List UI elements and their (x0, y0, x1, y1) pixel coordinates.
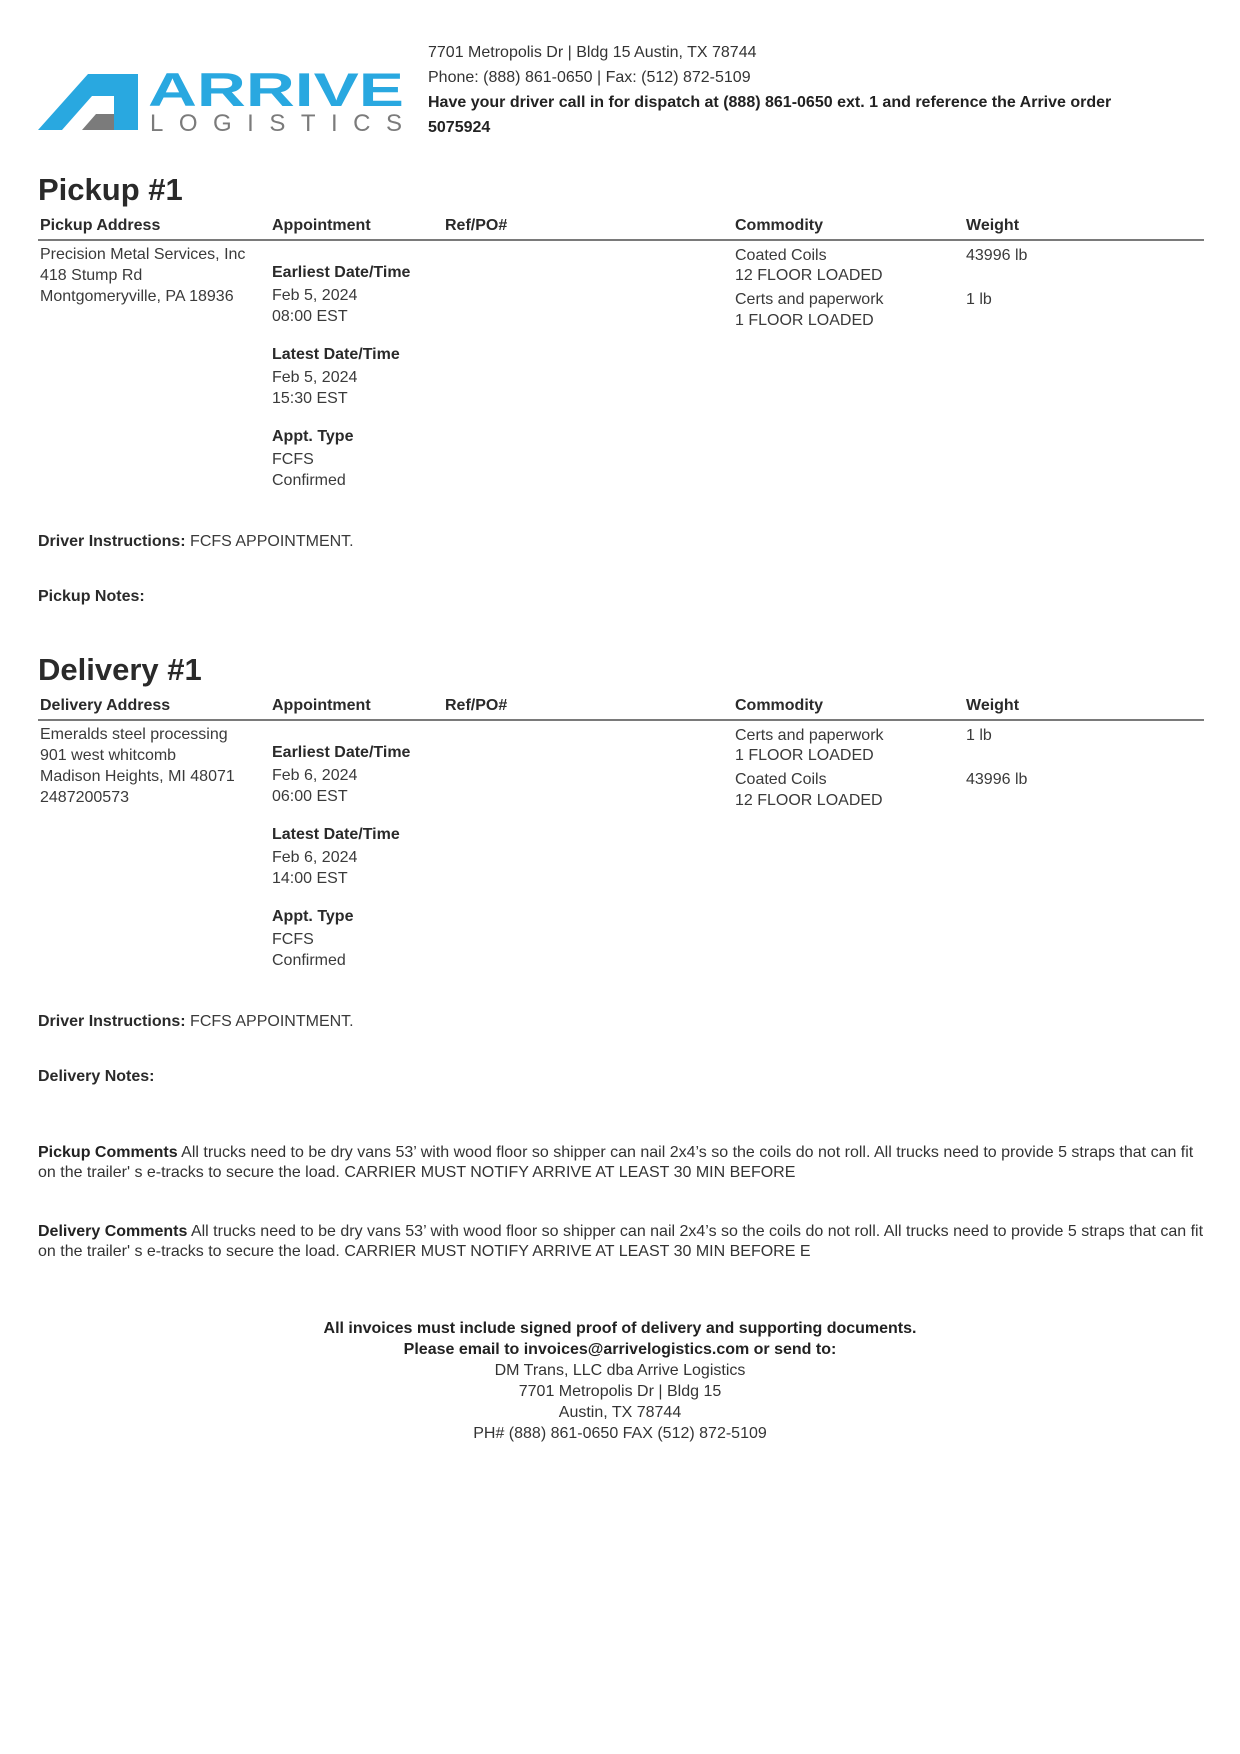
logo-mark-gray (82, 114, 114, 130)
delivery-appt-type-label: Appt. Type (272, 908, 354, 925)
logo-wordmark-top: ARRIVE (148, 68, 404, 116)
pickup-notes-label: Pickup Notes: (38, 588, 145, 605)
pickup-driver-instructions-label: Driver Instructions: (38, 533, 186, 550)
delivery-header-rule (38, 719, 1204, 721)
delivery-commodity-detail: 12 FLOOR LOADED (735, 792, 883, 809)
pickup-notes (38, 588, 145, 606)
pickup-driver-instructions (38, 533, 354, 551)
dispatch-order-number: 5075924 (428, 119, 491, 136)
pickup-commodity-name: Certs and paperwork (735, 291, 884, 308)
pickup-earliest-label: Earliest Date/Time (272, 264, 411, 281)
delivery-address-line: Emeralds steel processing (40, 726, 228, 743)
pickup-address-line: Precision Metal Services, Inc (40, 246, 246, 263)
logo-mark-blue (38, 74, 138, 130)
pickup-earliest-time: 08:00 EST (272, 308, 348, 325)
pickup-commodity-detail: 1 FLOOR LOADED (735, 312, 874, 329)
delivery-appt-status: Confirmed (272, 952, 346, 969)
invoice-requirement: All invoices must include signed proof of delivery and supporting documents. (323, 1320, 917, 1337)
delivery-commodity-weight: 43996 lb (966, 771, 1028, 788)
pickup-commodity-weight: 43996 lb (966, 247, 1028, 264)
pickup-appt-status: Confirmed (272, 472, 346, 489)
pickup-comments (38, 1143, 1208, 1183)
pickup-driver-instructions-value: FCFS APPOINTMENT. (190, 533, 354, 550)
pickup-comments-label: Pickup Comments (38, 1144, 178, 1161)
delivery-address-line: 2487200573 (40, 789, 129, 806)
pickup-latest-label: Latest Date/Time (272, 346, 400, 363)
pickup-address-line: Montgomeryville, PA 18936 (40, 288, 234, 305)
delivery-ref-header: Ref/PO# (445, 697, 508, 714)
delivery-commodity-name: Coated Coils (735, 771, 827, 788)
pickup-address-header: Pickup Address (40, 217, 161, 234)
footer-phone-fax: PH# (888) 861-0650 FAX (512) 872-5109 (473, 1425, 767, 1442)
delivery-address-line: 901 west whitcomb (40, 747, 177, 764)
delivery-weight-header: Weight (966, 697, 1020, 714)
delivery-driver-instructions-label: Driver Instructions: (38, 1013, 186, 1030)
pickup-address-line: 418 Stump Rd (40, 267, 143, 284)
delivery-address-header: Delivery Address (40, 697, 171, 714)
pickup-commodity-weight: 1 lb (966, 291, 992, 308)
pickup-header-rule (38, 239, 1204, 241)
delivery-comments (38, 1222, 1208, 1262)
pickup-latest-time: 15:30 EST (272, 390, 348, 407)
delivery-comments-label: Delivery Comments (38, 1223, 188, 1240)
invoice-email-instruction: Please email to invoices@arrivelogistics.com or send to: (403, 1341, 837, 1358)
pickup-title: Pickup #1 (38, 172, 183, 207)
delivery-notes-label: Delivery Notes: (38, 1068, 155, 1085)
footer-address-city: Austin, TX 78744 (558, 1404, 682, 1421)
delivery-driver-instructions (38, 1013, 354, 1031)
pickup-latest-date: Feb 5, 2024 (272, 369, 358, 386)
pickup-commodity-header: Commodity (735, 217, 823, 234)
pickup-commodity-name: Coated Coils (735, 247, 827, 264)
pickup-weight-header: Weight (966, 217, 1020, 234)
delivery-appt-type: FCFS (272, 931, 314, 948)
delivery-latest-date: Feb 6, 2024 (272, 849, 358, 866)
dispatch-note: Have your driver call in for dispatch at (888) 861-0650 ext. 1 and reference the Arrive order (428, 94, 1112, 111)
invoice-footer (0, 1318, 1240, 1444)
logo-wordmark-bottom: LOGISTICS (150, 110, 402, 136)
delivery-notes (38, 1068, 155, 1086)
delivery-driver-instructions-value: FCFS APPOINTMENT. (190, 1013, 354, 1030)
pickup-appointment-header: Appointment (272, 217, 371, 234)
delivery-earliest-label: Earliest Date/Time (272, 744, 411, 761)
delivery-earliest-date: Feb 6, 2024 (272, 767, 358, 784)
company-address: 7701 Metropolis Dr | Bldg 15 Austin, TX 78744 (428, 44, 757, 61)
delivery-latest-time: 14:00 EST (272, 870, 348, 887)
footer-address-street: 7701 Metropolis Dr | Bldg 15 (518, 1383, 722, 1400)
delivery-address-line: Madison Heights, MI 48071 (40, 768, 235, 785)
pickup-comments-text: All trucks need to be dry vans 53’ with wood floor so shipper can nail 2x4’s so the coils do not roll. All trucks need to provide 5 straps that can fit on the trailer' s e-tracks to secure the load. CARRIER MUST NOTIFY ARRIVE AT LEAST 30 MIN BEFORE (38, 1144, 1194, 1181)
pickup-commodity-detail: 12 FLOOR LOADED (735, 267, 883, 284)
delivery-appointment-header: Appointment (272, 697, 371, 714)
pickup-ref-header: Ref/PO# (445, 217, 508, 234)
delivery-title: Delivery #1 (38, 652, 202, 687)
pickup-appt-type: FCFS (272, 451, 314, 468)
delivery-latest-label: Latest Date/Time (272, 826, 400, 843)
delivery-commodity-name: Certs and paperwork (735, 727, 884, 744)
delivery-earliest-time: 06:00 EST (272, 788, 348, 805)
pickup-appt-type-label: Appt. Type (272, 428, 354, 445)
arrive-logistics-logo (38, 68, 408, 136)
company-contact-info (428, 40, 1168, 140)
delivery-commodity-weight: 1 lb (966, 727, 992, 744)
delivery-comments-text: All trucks need to be dry vans 53’ with wood floor so shipper can nail 2x4’s so the coils do not roll. All trucks need to provide 5 straps that can fit on the trailer' s e-tracks to secure the load. CARRIER MUST NOTIFY ARRIVE AT LEAST 30 MIN BEFORE E (38, 1223, 1204, 1260)
delivery-commodity-header: Commodity (735, 697, 823, 714)
company-phone-fax: Phone: (888) 861-0650 | Fax: (512) 872-5109 (428, 69, 751, 86)
pickup-earliest-date: Feb 5, 2024 (272, 287, 358, 304)
delivery-commodity-detail: 1 FLOOR LOADED (735, 747, 874, 764)
footer-company-name: DM Trans, LLC dba Arrive Logistics (494, 1362, 746, 1379)
